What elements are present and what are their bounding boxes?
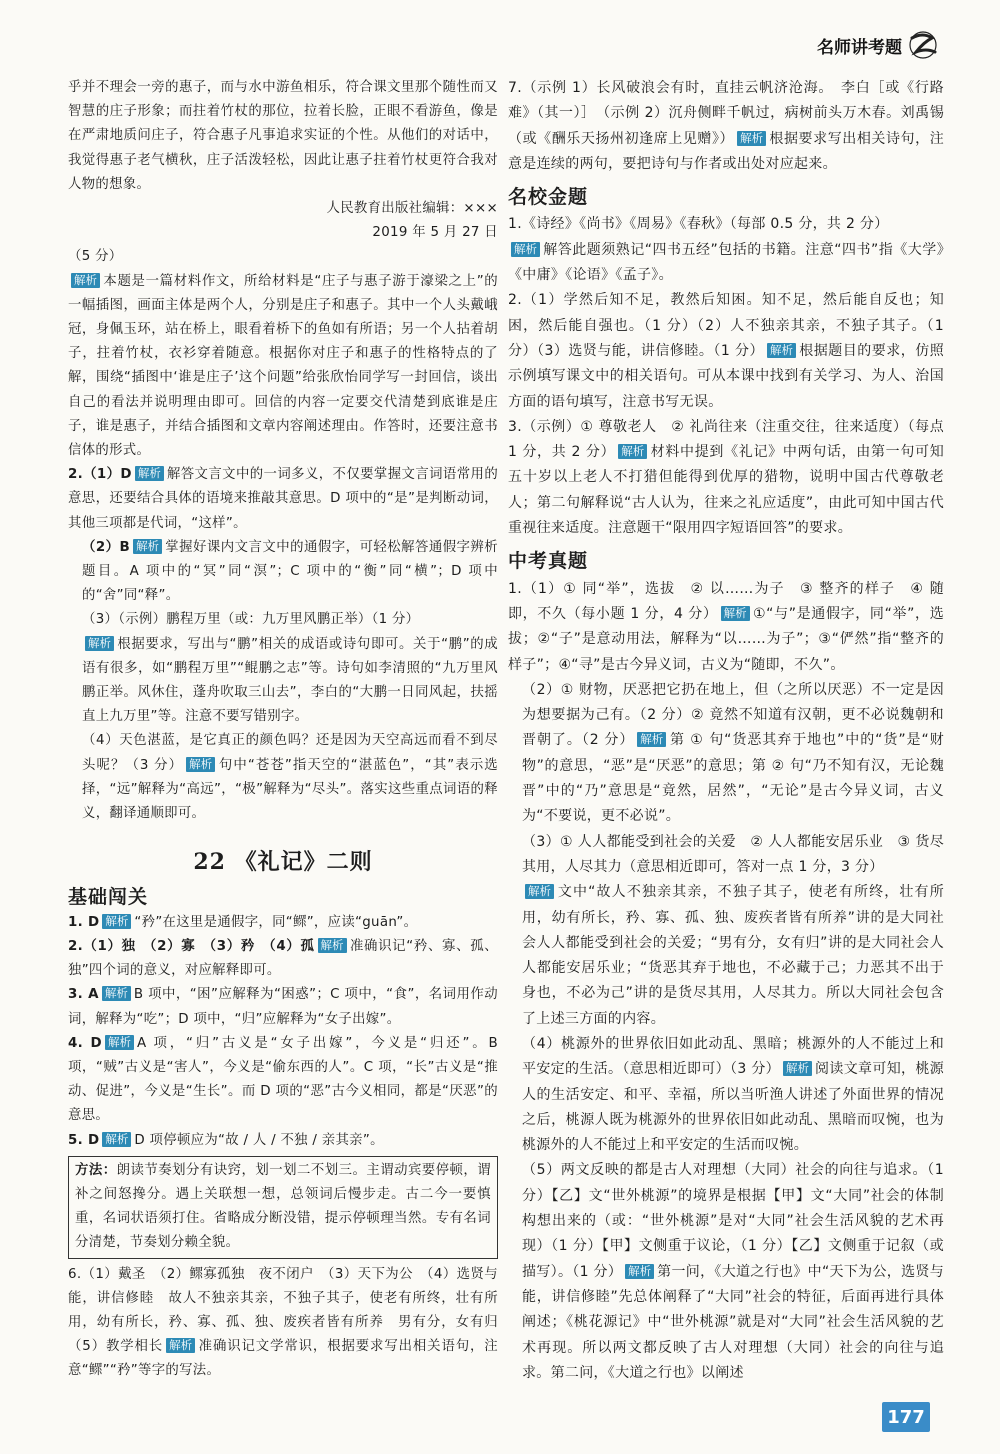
answer-2-3: （3）（示例）鹏程万里（或：九万里风鹏正举）（1 分） 解析 根据要求，写出与“鹏”相关的成语或诗句即可。关于“鹏”的成语有很多，如“鹏程万里”“鲲鹏之志”等。诗句如李清照的“九万里风鹏正举。风休住，蓬舟吹取三山去”，李白的“大鹏一日同风起，扶摇直上九万里”等。注意不要写错别字。 <box>82 612 498 725</box>
answer-7: 7.（示例 1）长风破浪会有时，直挂云帆济沧海。 李白［或《行路难》（其一）］ （示例 2）沉舟侧畔千帆过，病树前头万木春。刘禹锡（或《酬乐天扬州初逢席上见赠》） 解析 根据要求写出相关诗句，注意是连续的两句，要把诗句与作者或出处对应起来。 <box>508 80 944 172</box>
method-text: 朗读节奏划分有诀窍，划一划二不划三。主谓动宾要停顿，谓补之间怒搀分。遇上关联想一想，总领词后慢步走。古二今一要慎重，名词状语须打住。省略成分断没错，提示停顿理当然。专有名词分清楚，节奏划分赖全貌。 <box>75 1162 491 1251</box>
school-answer-3: 3.（示例）① 尊敬老人 ② 礼尚往来（注重交往，往来适度）（每点 1 分，共 2 分） 解析 材料中提到《礼记》中两句话，由第一句可知五十岁以上老人不打猎但能得到优厚的猎物，说明中国古代尊敬老人；第二句解释说“古人认为，往来之礼应适度”，由此可知中国古代重视往来适度。注意题干“限用四字短语回答”的要求。 <box>508 418 944 537</box>
analysis-tag: 解析 <box>767 343 796 358</box>
answer-2-1: 2.（1）D 解析 解答文言文中的一词多义，不仅要掌握文言词语常用的意思，还要结合具体的语境来推敲其意思。D 项中的“是”是判断动词，其他三项都是代词，“这样”。 <box>68 466 499 531</box>
analysis-tag: 解析 <box>85 636 114 651</box>
analysis-tag: 解析 <box>721 606 750 621</box>
brand-logo-icon <box>908 30 938 60</box>
essay-signature: 人民教育出版社编辑：××× <box>326 201 498 217</box>
lesson-title: 22 《礼记》二则 <box>193 849 373 876</box>
section-heading-school: 名校金题 <box>508 186 589 209</box>
basic-answer-5: 5. D 解析 D 项停顿应为“故 / 人 / 不独 / 亲其亲”。 <box>68 1131 384 1148</box>
method-tip-box <box>68 1156 498 1259</box>
analysis-tag: 解析 <box>102 986 131 1001</box>
basic-answer-1: 1. D 解析 “矜”在这里是通假字，同“鳏”，应读“guān”。 <box>68 913 418 930</box>
analysis-tag: 解析 <box>737 131 766 146</box>
section-heading-basic: 基础闯关 <box>68 885 149 908</box>
method-label: 方法： <box>75 1162 117 1178</box>
analysis-tag: 解析 <box>135 466 164 481</box>
exam-answer-1-2: （2）① 财物，厌恶把它扔在地上，但（之所以厌恶）不一定是因为想要据为己有。（2 分）② 竟然不知道有汉朝，更不必说魏朝和晋朝了。（2 分） 解析 第 ① 句“货恶其弃于地也”中的“货”是“财物”的意思，“恶”是“厌恶”的意思；第 ② 句“乃不知有汉，无论魏晋”中的“乃”意思是“竟然，居然”，“无论”是古今异义词，古义为“不要说，更不必说”。 <box>522 681 944 825</box>
exam-answer-1-3: （3）① 人人都能受到社会的关爱 ② 人人都能安居乐业 ③ 货尽其用，人尽其力（意思相近即可，答对一点 1 分，3 分） 解析 文中“故人不独亲其亲，不独子其子，使老有所终，壮有所用，幼有所长，矜、寡、孤、独、废疾者皆有所养”讲的是大同社会人人都能受到社会的关爱；“男有分，女有归”讲的是大同社会人人都能安居乐业；“货恶其弃于地也，不必藏于己；力恶其不出于身也，不必为己”讲的是货尽其用，人尽其力。所以大同社会包含了上述三方面的内容。 <box>522 833 944 1027</box>
section-heading-exam: 中考真题 <box>508 550 589 573</box>
left-column <box>68 76 512 1384</box>
basic-answer-6: 6.（1）戴圣 （2）鳏寡孤独 夜不闭户 （3）天下为公 （4）选贤与能，讲信修睦 故人不独亲其亲，不独子其子，使老有所终，壮有所用，幼有所长，矜、寡、孤、独、废疾者皆有所养 男有分，女有归 （5）教学相长 解析 准确识记文学常识，根据要求写出相关语句，注意“鳏”“矜”等字的写法。 <box>68 1266 512 1379</box>
answer-2-4: （4）天色湛蓝，是它真正的颜色吗？还是因为天空高远而看不到尽头呢？（3 分） 解析 句中“苍苍”指天空的“湛蓝色”，“其”表示选择，“远”解释为“高远”，“极”解释为“尽头”。落实这些重点词语的释义，翻译通顺即可。 <box>82 733 498 822</box>
page-number: 177 <box>882 1402 930 1432</box>
analysis-tag: 解析 <box>511 242 540 257</box>
analysis-tag: 解析 <box>102 914 131 929</box>
analysis-tag: 解析 <box>637 732 666 747</box>
exam-answer-1-5: （5）两文反映的都是古人对理想（大同）社会的向往与追求。（1 分）【乙】文“世外桃源”的境界是根据【甲】文“大同”社会的体制构想出来的（或：“世外桃源”是对“大同”社会生活风貌的艺术再现）（1 分）【甲】文侧重于议论，（1 分）【乙】文侧重于记叙（或描写）。（1 分） 解析 第一问，《大道之行也》中“天下为公，选贤与能，讲信修睦”先总体阐释了“大同”社会的特征，后面再进行具体阐述；《桃花源记》中“世外桃源”就是对“大同”社会生活风貌的艺术再现。所以两文都反映了古人对理想（大同）社会的向往与追求。第二问，《大道之行也》以阐述 <box>522 1162 944 1381</box>
header-brand <box>817 30 938 60</box>
analysis-tag: 解析 <box>783 1061 812 1076</box>
analysis-tag: 解析 <box>105 1035 134 1050</box>
brand-text: 名师讲考题 <box>817 37 902 58</box>
answer-2-2: （2）B 解析 掌握好课内文言文中的通假字，可轻松解答通假字辨析题目。A 项中的“冥”同“溟”；C 项中的“衡”同“横”；D 项中的“舍”同“释”。 <box>82 538 498 604</box>
basic-answer-2: 2.（1）独 （2）寡 （3）矜 （4）孤 解析 准确识记“矜、寡、孤、独”四个词的意义，对应解释即可。 <box>68 937 498 979</box>
basic-answer-4: 4. D 解析 A 项，“归”古义是“女子出嫁”，今义是“归还”。B 项，“贼”古义是“害人”，今义是“偷东西的人”。C 项，“长”古义是“推动、促进”，今义是“生长”。而 D 项的“恶”古今义相同，都是“厌恶”的意思。 <box>68 1034 498 1124</box>
basic-answer-3: 3. A 解析 B 项中，“困”应解释为“困惑”；C 项中，“食”，名词用作动词，解释为“吃”；D 项中，“归”应解释为“女子出嫁”。 <box>68 986 498 1027</box>
school-answer-2: 2.（1）学然后知不足，教然后知困。知不足，然后能自反也；知困，然后能自强也。（1 分）（2）人不独亲其亲，不独子其子。（1 分）（3）选贤与能，讲信修睦。（1 分） 解析 根据题目的要求，仿照示例填写课文中的相关语句。可从本课中找到有关学习、为人、治国方面的语句填写，注意书写无误。 <box>508 292 945 410</box>
school-answer-1: 1.《诗经》《尚书》《周易》《春秋》（每部 0.5 分，共 2 分） 解析 解答此题须熟记“四书五经”包括的书籍。注意“四书”指《大学》《中庸》《论语》《孟子》。 <box>508 216 944 284</box>
exam-answer-1-1: 1.（1）① 同“举”，选拔 ② 以……为子 ③ 整齐的样子 ④ 随即，不久（每小题 1 分，4 分） 解析 ①“与”是通假字，同“举”，选拔；②“子”是意动用法，解释为“以……为子”；③“俨然”指“整齐的样子”；④“寻”是古今异义词，古义为“随即，不久”。 <box>508 580 945 673</box>
exam-answer-1-4: （4）桃源外的世界依旧如此动乱、黑暗；桃源外的人不能过上和平安定的生活。（意思相近即可）（3 分） 解析 阅读文章可知，桃源人的生活安定、和平、幸福，所以当听渔人讲述了外面世界的情况之后，桃源人既为桃源外的世界依旧如此动乱、黑暗而叹惋，也为桃源外的人不能过上和平安定的生活而叹惋。 <box>522 1035 945 1154</box>
analysis-tag: 解析 <box>618 444 647 459</box>
analysis-tag: 解析 <box>625 1264 654 1279</box>
analysis-tag: 解析 <box>102 1132 131 1147</box>
right-column <box>508 76 944 1386</box>
essay-date: 2019 年 5 月 27 日 <box>372 225 498 241</box>
analysis-tag: 解析 <box>525 884 554 899</box>
analysis-tag: 解析 <box>186 757 215 772</box>
essay-paragraph: 乎并不理会一旁的惠子，而与水中游鱼相乐，符合课文里那个随性而又智慧的庄子形象；而拄着竹杖的那位，拉着长脸，正眼不看游鱼，像是在严肃地质问庄子，符合惠子凡事追求实证的个性。从他们的对话中，我觉得惠子老气横秋，庄子活泼轻松，因此让惠子拄着竹杖更符合我对人物的想象。 <box>68 80 498 192</box>
analysis-tag: 解析 <box>166 1338 195 1353</box>
analysis-tag: 解析 <box>71 273 100 288</box>
analysis-tag: 解析 <box>318 938 347 953</box>
analysis-tag: 解析 <box>133 539 162 554</box>
analysis-paragraph: 解析 本题是一篇材料作文，所给材料是“庄子与惠子游于濠梁之上”的一幅插图，画面主体是两个人，分别是庄子和惠子。其中一个人头戴峨冠，身佩玉环，站在桥上，眼看着桥下的鱼如有所语；另一个人拈着胡子，拄着竹杖，衣衫穿着随意。根据你对庄子和惠子的性格特点的了解，围绕“插图中‘谁是庄子’这个问题”给张欣怡同学写一封回信，谈出自己的看法并说明理由即可。回信的内容一定要交代清楚到底谁是庄子，谁是惠子，并结合插图和文章内容阐述理由。作答时，还要注意书信体的形式。 <box>68 272 498 459</box>
essay-score: （5 分） <box>68 249 123 265</box>
